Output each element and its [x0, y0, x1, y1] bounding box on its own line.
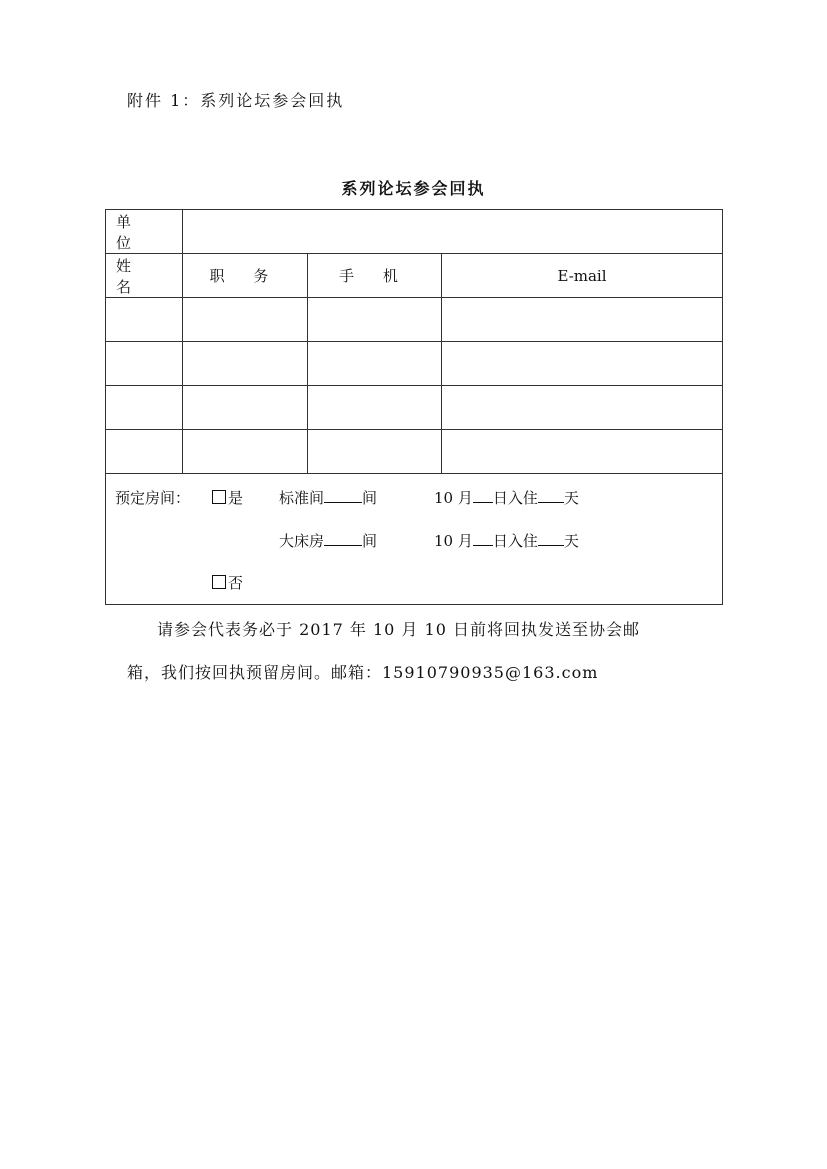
king-room-count-blank[interactable]	[324, 531, 362, 546]
email-cell[interactable]	[442, 298, 723, 342]
booking-no-option[interactable]	[212, 572, 243, 593]
name-cell[interactable]	[106, 386, 183, 430]
registration-table	[105, 209, 723, 605]
standard-checkin-line	[434, 487, 579, 508]
stay-days-blank[interactable]	[538, 531, 564, 546]
standard-room-line	[279, 487, 377, 508]
phone-cell[interactable]	[308, 342, 442, 386]
no-label: 否	[228, 574, 244, 592]
position-cell[interactable]	[183, 430, 308, 474]
booking-yes-option[interactable]	[212, 487, 243, 508]
email-cell[interactable]	[442, 386, 723, 430]
header-row	[106, 254, 723, 298]
unit-row	[106, 210, 723, 254]
phone-cell[interactable]	[308, 430, 442, 474]
booking-cell	[106, 474, 723, 605]
booking-row	[106, 474, 723, 605]
yes-label: 是	[228, 489, 244, 507]
email-cell[interactable]	[442, 342, 723, 386]
checkbox-yes[interactable]	[212, 490, 226, 504]
booking-label: 预定房间：	[115, 489, 191, 507]
name-cell[interactable]	[106, 298, 183, 342]
standard-room-label: 标准间	[279, 489, 325, 507]
checkin-label: 日入住	[492, 532, 538, 550]
day-unit: 天	[563, 532, 579, 550]
checkbox-no[interactable]	[212, 575, 226, 589]
name-cell[interactable]	[106, 430, 183, 474]
table-row	[106, 298, 723, 342]
email-cell[interactable]	[442, 430, 723, 474]
phone-cell[interactable]	[308, 298, 442, 342]
header-name: 姓 名	[106, 254, 183, 298]
header-phone: 手 机	[308, 254, 442, 298]
month-label: 10 月	[434, 532, 473, 550]
phone-cell[interactable]	[308, 386, 442, 430]
checkin-label: 日入住	[492, 489, 538, 507]
room-unit: 间	[362, 532, 378, 550]
table-row	[106, 342, 723, 386]
name-cell[interactable]	[106, 342, 183, 386]
king-room-label: 大床房	[279, 532, 325, 550]
position-cell[interactable]	[183, 386, 308, 430]
header-position: 职 务	[183, 254, 308, 298]
month-label: 10 月	[434, 489, 473, 507]
king-room-line	[279, 530, 377, 551]
table-row	[106, 386, 723, 430]
stay-days-blank[interactable]	[538, 488, 564, 503]
header-email: E-mail	[442, 254, 723, 298]
checkin-day-blank[interactable]	[473, 488, 493, 503]
checkin-day-blank[interactable]	[473, 531, 493, 546]
deadline-note: 请参会代表务必于 2017 年 10 月 10 日前将回执发送至协会邮	[157, 620, 640, 639]
email-note: 箱，我们按回执预留房间。邮箱：15910790935@163.com	[127, 663, 599, 682]
room-unit: 间	[362, 489, 378, 507]
standard-room-count-blank[interactable]	[324, 488, 362, 503]
attachment-title: 附件 1：系列论坛参会回执	[127, 91, 345, 110]
unit-label: 单 位	[106, 210, 183, 254]
day-unit: 天	[563, 489, 579, 507]
unit-field[interactable]	[183, 210, 723, 254]
position-cell[interactable]	[183, 298, 308, 342]
table-row	[106, 430, 723, 474]
position-cell[interactable]	[183, 342, 308, 386]
form-title: 系列论坛参会回执	[341, 179, 486, 198]
king-checkin-line	[434, 530, 579, 551]
